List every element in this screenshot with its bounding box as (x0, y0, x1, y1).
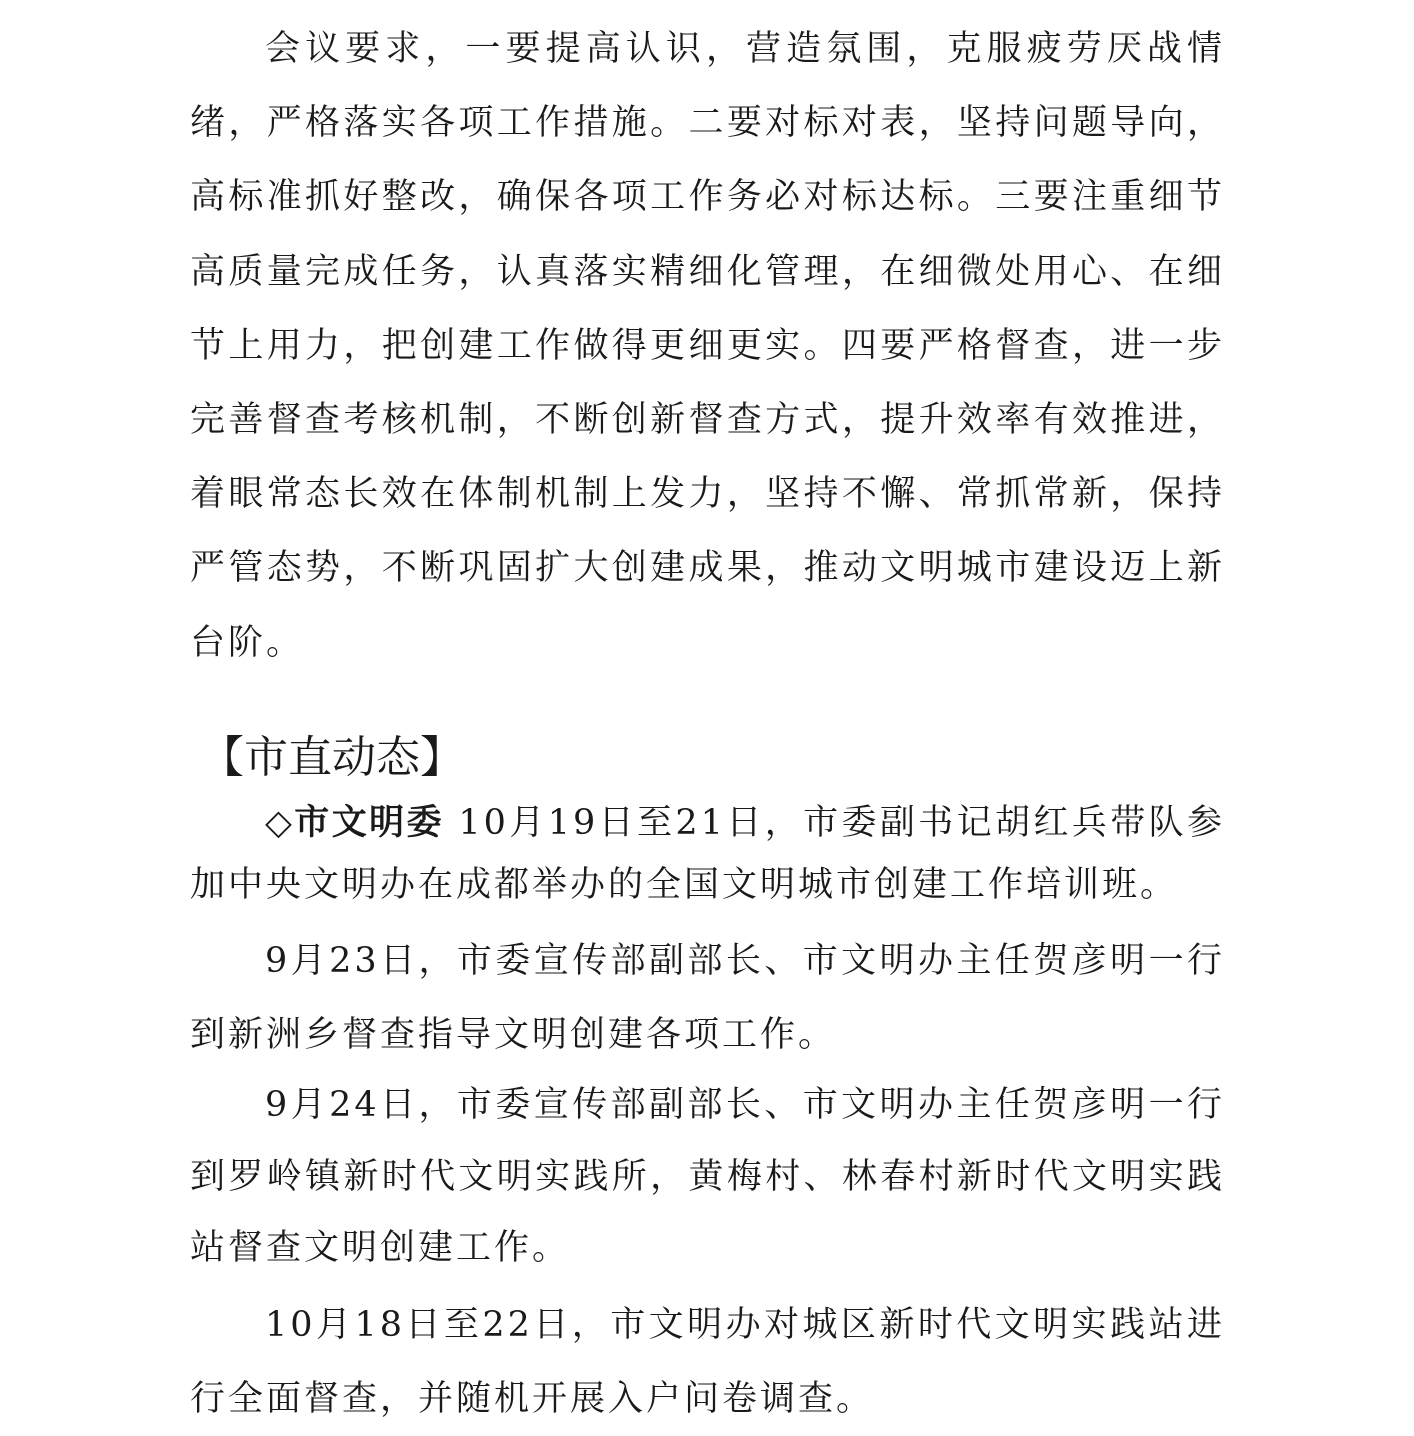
news-item-lead: ◇市文明委 (265, 803, 444, 843)
news-item: 9月23日，市委宣传部副部长、市文明办主任贺彦明一行到新洲乡督查指导文明创建各项工作。 (190, 941, 1225, 1055)
news-item-text: 10月19日至21日，市委副书记胡红兵带队参加中央文明办在成都举办的全国文明城市创建工作培训班。 (190, 803, 1225, 905)
news-item: 9月24日，市委宣传部副部长、市文明办主任贺彦明一行到罗岭镇新时代文明实践所，黄梅村、林春村新时代文明实践站督查文明创建工作。 (190, 1085, 1225, 1268)
section-title: 【市直动态】 (200, 732, 464, 783)
news-item: 10月18日至22日，市文明办对城区新时代文明实践站进行全面督查，并随机开展入户问卷调查。 (190, 1305, 1225, 1419)
news-item (190, 792, 1225, 916)
meeting-requirements-paragraph: 会议要求，一要提高认识，营造氛围，克服疲劳厌战情绪，严格落实各项工作措施。二要对标对表，坚持问题导向，高标准抓好整改，确保各项工作务必对标达标。三要注重细节高质量完成任务，认真落实精细化管理，在细微处用心、在细节上用力，把创建工作做得更细更实。四要严格督查，进一步完善督查考核机制，不断创新督查方式，提升效率有效推进，着眼常态长效在体制机制上发力，坚持不懈、常抓常新，保持严管态势，不断巩固扩大创建成果，推动文明城市建设迈上新台阶。 (190, 29, 1225, 663)
